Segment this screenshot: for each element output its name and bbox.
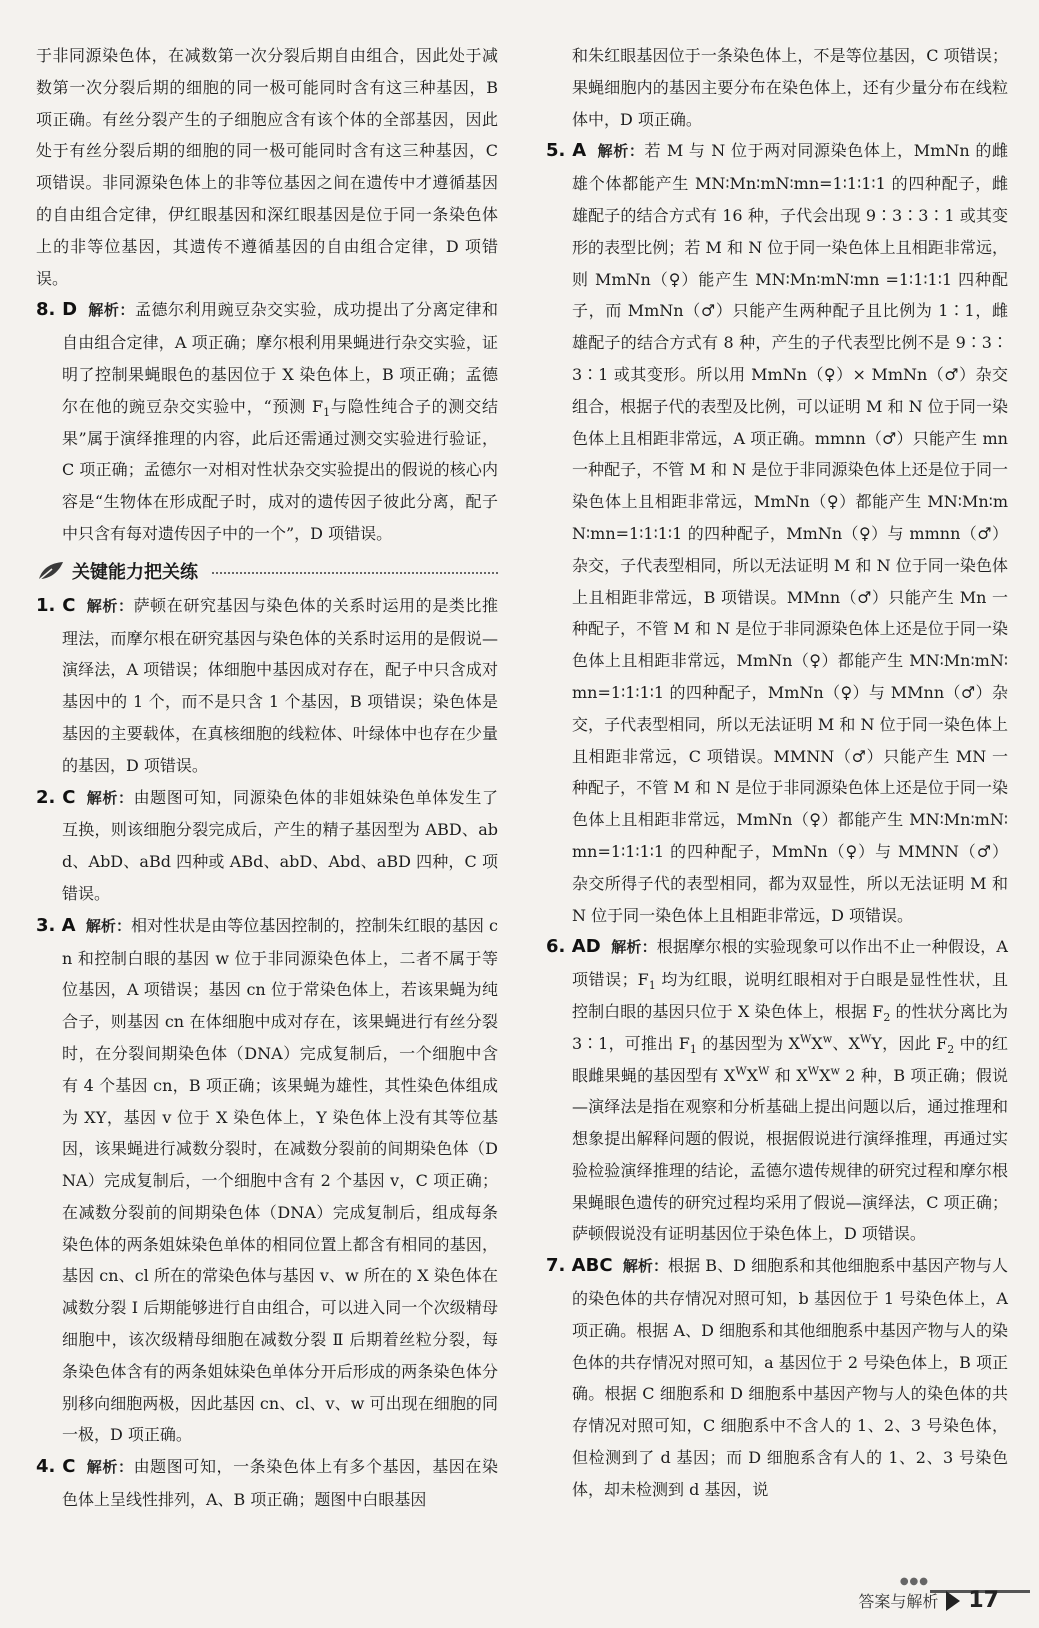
- analysis-text: 萨顿在研究基因与染色体的关系时运用的是类比推理法，而摩尔根在研究基因与染色体的关系时运用的是假说—演绎法，A 项错误；体细胞中基因成对存在，配子中只含成对基因中的 1 个，而不是只含 1 个基因，B 项错误；染色体是基因的主要载体，在真核细胞的线粒体、叶绿体中也存在少量的基因，D 项错误。: [62, 595, 498, 775]
- analysis-label: 解析：: [597, 142, 645, 161]
- answer-6: 6. AD 解析：根据摩尔根的实验现象可以作出不止一种假设，A 项错误；$F_1$ 均为红眼，说明红眼相对于白眼是显性性状，且控制白眼的基因只位于 X 染色体上，根据 $F_2$ 的性状分离比为 3∶1，可推出 $F_1$ 的基因型为 $X^WX^w$、$X^WY$，因此 $F_2$ 中的红眼雌果蝇的基因型有 $X^WX^W$ 和 $X^WX^w$ 2 种，B 项正确；假说—演绎法是指在观察和分析基础上提出问题以后，通过推理和想象提出解释问题的假说，根据假说进行演绎推理，再通过实验检验演绎推理的结论，孟德尔遗传规律的研究过程和摩尔根果蝇眼色遗传的研究过程均采用了假说—演绎法，C 项正确；萨顿假说没有证明基因位于染色体上，D 项错误。: [546, 936, 1008, 1244]
- analysis-text: 若 M 与 N 位于两对同源染色体上，MmNn 的雌雄个体都能产生 MN∶Mn∶mN∶mn=1∶1∶1∶1 的四种配子，雌雄配子的结合方式有 16 种，子代会出现 9∶3∶3∶1 或其变形的表型比例；若 M 和 N 位于同一染色体上且相距非常远，则 MmNn（♀）能产生 MN∶Mn∶mN∶mn =1∶1∶1∶1 四种配子，而 MmNn（♂）只能产生两种配子且比例为 1∶1，雌雄配子的结合方式有 8 种，产生的子代表型比例不是 9∶3∶3∶1 或其变形。所以用 MmNn（♀）× MmNn（♂）杂交组合，根据子代的表型及比例，可以证明 M 和 N 位于同一染色体上且相距非常远，A 项正确。mmnn（♂）只能产生 mn 一种配子，不管 M 和 N 是位于非同源染色体上还是位于同一染色体上且相距非常远，MmNn（♀）都能产生 MN∶Mn∶mN∶mn=1∶1∶1∶1 的四种配子，MmNn（♀）与 mmnn（♂）杂交，子代表型相同，所以无法证明 M 和 N 位于同一染色体上且相距非常远，B 项错误。MMnn（♂）只能产生 Mn 一种配子，不管 M 和 N 是位于非同源染色体上还是位于同一染色体上且相距非常远，MmNn（♀）都能产生 MN∶Mn∶mN∶mn=1∶1∶1∶1 的四种配子，MmNn（♀）与 MMnn（♂）杂交，子代表型相同，所以无法证明 M 和 N 位于同一染色体上且相距非常远，C 项错误。MMNN（♂）只能产生 MN 一种配子，不管 M 和 N 是位于非同源染色体上还是位于同一染色体上且相距非常远，MmNn（♀）都能产生 MN∶Mn∶mN∶mn=1∶1∶1∶1 的四种配子，MmNn（♀）与 MMNN（♂）杂交所得子代的表型相同，都为双显性，所以无法证明 M 和 N 位于同一染色体上且相距非常远，D 项错误。: [572, 141, 1008, 925]
- paragraph-continuation-7: 于非同源染色体，在减数第一次分裂后期自由组合，因此处于减数第一次分裂后期的细胞的同一极可能同时含有这三种基因，B 项正确。有丝分裂产生的子细胞应含有该个体的全部基因，因此处于有丝分裂后期的细胞的同一极可能同时含有这三种基因，C 项错误。非同源染色体上的非等位基因之间在遗传中才遵循基因的自由组合定律，伊红眼基因和深红眼基因是位于同一条染色体上的非等位基因，其遗传不遵循基因的自由组合定律，D 项错误。: [36, 46, 498, 288]
- footer-label: 答案与解析: [858, 1592, 939, 1611]
- section-header: [36, 554, 498, 588]
- answer-8: 8. D 解析：孟德尔利用豌豆杂交实验，成功提出了分离定律和自由组合定律，A 项正确；摩尔根利用果蝇进行杂交实验，证明了控制果蝇眼色的基因位于 X 染色体上，B 项正确；孟德尔在他的豌豆杂交实验中，“预测 $F_1$与隐性纯合子的测交结果”属于演绎推理的内容，此后还需通过测交实验进行验证，C 项正确；孟德尔一对相对性状杂交实验提出的假说的核心内容是“生物体在形成配子时，成对的遗传因子彼此分离，配子中只含有每对遗传因子中的一个”，D 项错误。: [36, 299, 498, 543]
- analysis-label: 解析：: [611, 938, 657, 957]
- answer-2: [36, 782, 498, 910]
- section-title: 关键能力把关练: [72, 561, 198, 583]
- left-column: [36, 40, 498, 1516]
- answer-3: [36, 910, 498, 1452]
- right-column: [546, 40, 1008, 1506]
- analysis-text: 由题图可知，同源染色体的非姐妹染色单体发生了互换，则该细胞分裂完成后，产生的精子基因型为 ABD、abd、AbD、aBd 四种或 ABd、abD、Abd、aBD 四种，C 项错误。: [62, 787, 498, 903]
- answer-7: [546, 1250, 1008, 1505]
- analysis-text: 根据 B、D 细胞系和其他细胞系中基因产物与人的染色体的共存情况对照可知，b 基因位于 1 号染色体上，A 项正确。根据 A、D 细胞系和其他细胞系中基因产物与人的染色体的共存情况对照可知，a 基因位于 2 号染色体上，B 项正确。根据 C 细胞系和 D 细胞系中基因产物与人的染色体的共存情况对照可知，C 细胞系中不含人的 1、2、3 号染色体，但检测到了 d 基因；而 D 细胞系含有人的 1、2、3 号染色体，却未检测到 d 基因，说: [572, 1256, 1008, 1499]
- answer-number: 1. C: [36, 594, 76, 616]
- answer-number: 7. ABC: [546, 1255, 613, 1277]
- page-footer: [858, 1576, 999, 1613]
- analysis-text: 孟德尔利用豌豆杂交实验，成功提出了分离定律和自由组合定律，A 项正确；摩尔根利用果蝇进行杂交实验，证明了控制果蝇眼色的基因位于 X 染色体上，B 项正确；孟德尔在他的豌豆杂交实验中，“预测 F: [62, 300, 498, 416]
- play-arrow-icon: [946, 1591, 960, 1611]
- leaf-pen-icon: [36, 559, 66, 583]
- paragraph-continuation-4: 和朱红眼基因位于一条染色体上，不是等位基因，C 项错误；果蝇细胞内的基因主要分布在染色体上，还有少量分布在线粒体中，D 项正确。: [572, 46, 1008, 129]
- section-divider: [212, 572, 498, 574]
- analysis-text: 相对性状是由等位基因控制的，控制朱红眼的基因 cn 和控制白眼的基因 w 位于非同源染色体上，二者不属于等位基因，A 项错误；基因 cn 位于常染色体上，若该果蝇为纯合子，则基因 cn 在体细胞中成对存在，该果蝇进行有丝分裂时，在分裂间期染色体（DNA）完成复制后，一个细胞中含有 4 个基因 cn，B 项正确；该果蝇为雄性，其性染色体组成为 XY，基因 v 位于 X 染色体上，Y 染色体上没有其等位基因，该果蝇进行减数分裂时，在减数分裂前的间期染色体（DNA）完成复制后，一个细胞中含有 2 个基因 v，C 项正确；在减数分裂前的间期染色体（DNA）完成复制后，组成每条染色体的两条姐妹染色单体的相同位置上都含有相同的基因，基因 cn、cl 所在的常染色体与基因 v、w 所在的 X 染色体在减数分裂 Ⅰ 后期能够进行自由组合，可以进入同一个次级精母细胞中，该次级精母细胞在减数分裂 Ⅱ 后期着丝粒分裂，每条染色体含有的两条姐妹染色单体分开后形成的两条染色体分别移向细胞两极，因此基因 cn、cl、v、w 可出现在细胞的同一极，D 项正确。: [62, 915, 498, 1445]
- analysis-text: 与隐性纯合子的测交结果”属于演绎推理的内容，此后还需通过测交实验进行验证，C 项正确；孟德尔一对相对性状杂交实验提出的假说的核心内容是“生物体在形成配子时，成对的遗传因子彼此分离，配子中只含有每对遗传因子中的一个”，D 项错误。: [62, 396, 498, 543]
- analysis-label: 解析：: [86, 596, 134, 615]
- analysis-label: 解析：: [86, 1458, 134, 1477]
- answer-number: 4. C: [36, 1456, 76, 1478]
- answer-5: [546, 135, 1008, 931]
- analysis-label: 解析：: [622, 1257, 669, 1276]
- analysis-label: 解析：: [85, 916, 131, 935]
- answer-4: [36, 1451, 498, 1516]
- page-number: 17: [968, 1588, 999, 1613]
- answer-number: 8. D: [36, 299, 78, 321]
- answer-number: 3. A: [36, 914, 76, 936]
- answer-number: 6. AD: [546, 936, 601, 958]
- answer-number: 5. A: [546, 140, 587, 162]
- answer-number: 2. C: [36, 786, 76, 808]
- analysis-label: 解析：: [86, 788, 134, 807]
- analysis-label: 解析：: [88, 301, 135, 320]
- analysis-text: 由题图可知，一条染色体上有多个基因，基因在染色体上呈线性排列，A、B 项正确；题图中白眼基因: [62, 1457, 498, 1510]
- answer-1: [36, 590, 498, 782]
- footer-dots-icon: ●●●: [899, 1576, 929, 1587]
